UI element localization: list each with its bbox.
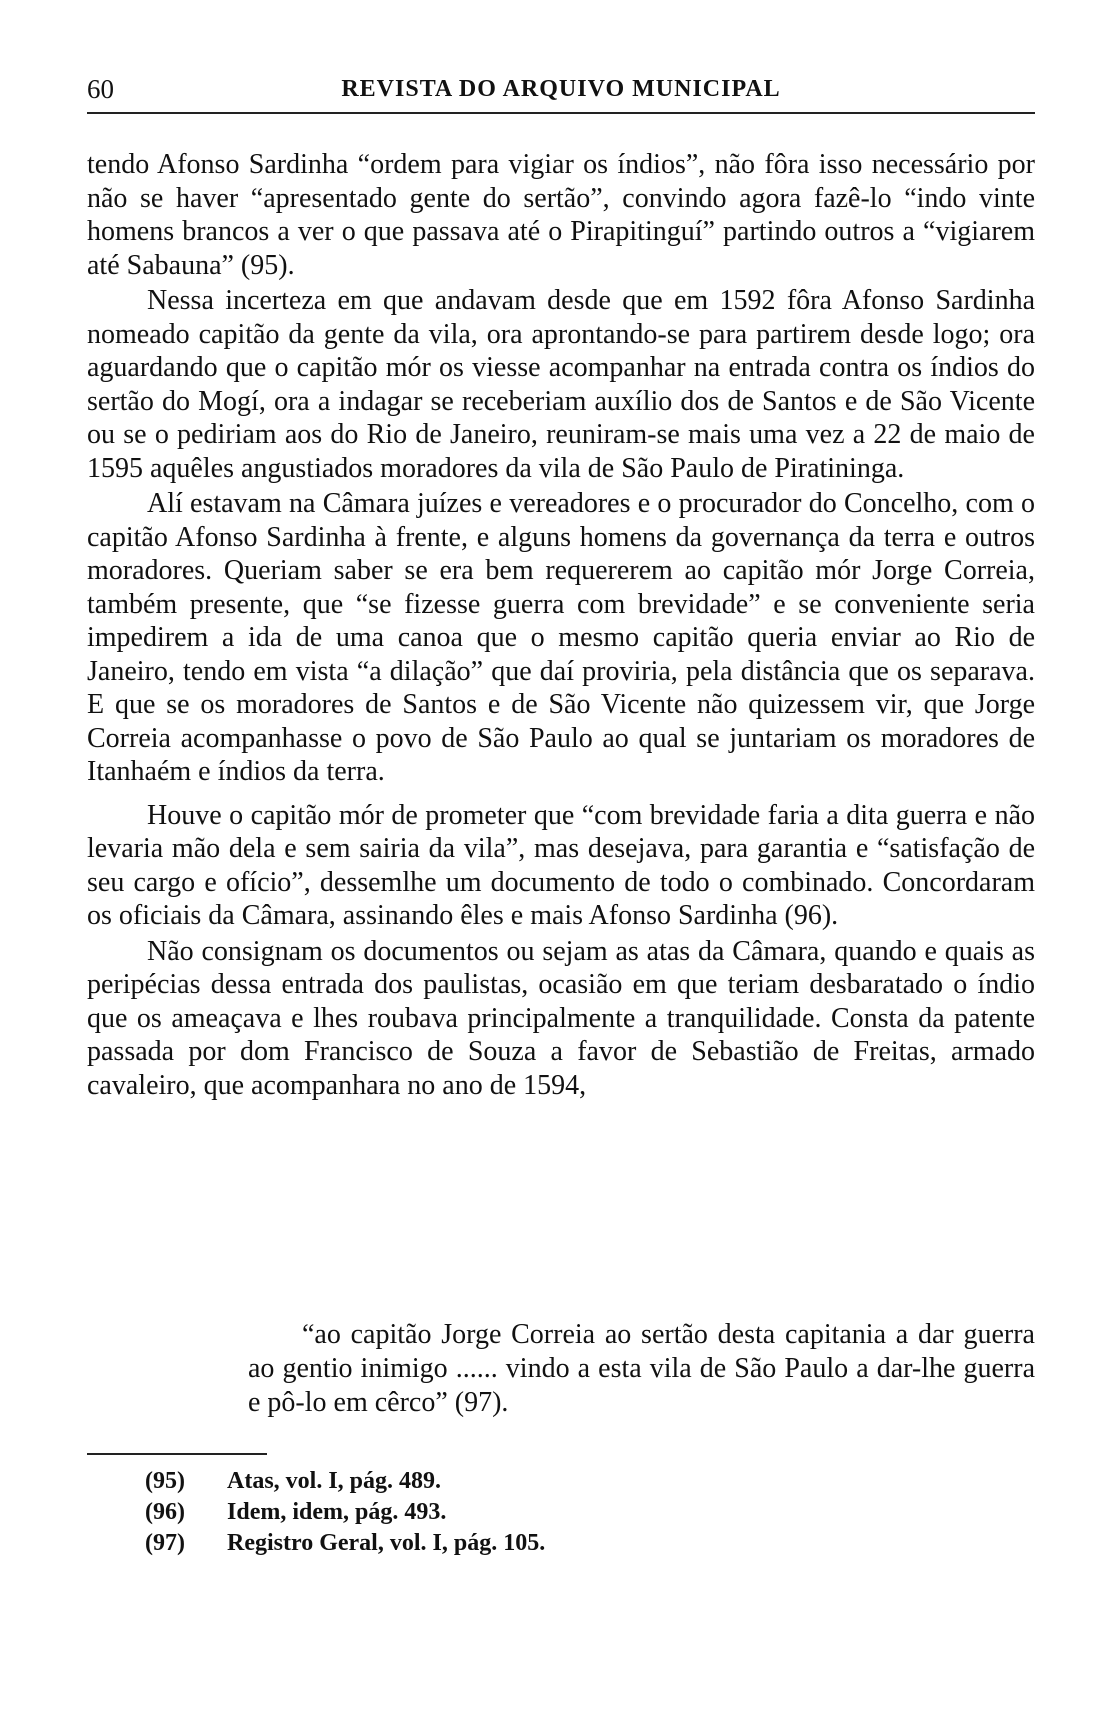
header-rule (87, 112, 1035, 114)
footnote-number: (97) (145, 1530, 185, 1556)
paragraph: tendo Afonso Sardinha “ordem para vigiar os índios”, não fôra isso necessário por não se haver “apresentado gente do sertão”, convindo agora fazê-lo “indo vinte homens brancos a ver o que passava até o Pirapitinguí” partindo outros a “vigiarem até Sabauna” (95). (87, 149, 1035, 281)
running-head: REVISTA DO ARQUIVO MUNICIPAL (341, 76, 781, 102)
footnotes (145, 1466, 945, 1559)
footnote-number: (95) (145, 1468, 185, 1494)
page-header (87, 70, 1035, 108)
paragraph: Alí estavam na Câmara juízes e vereadores e o procurador do Concelho, com o capitão Afonso Sardinha à frente, e alguns homens da governança da terra e outros moradores. Queriam saber se era bem requererem ao capitão mór Jorge Correia, também presente, que “se fizesse guerra com brevidade” e se conveniente seria impedirem a ida de uma canoa que o mesmo capitão queria enviar ao Rio de Janeiro, tendo em vista “a dilação” que daí proviria, pela distância que os separava. E que se os moradores de Santos e de São Vicente não quizessem vir, que Jorge Correia acompanhasse o povo de São Paulo ao qual se juntariam os moradores de Itanhaém e índios da terra. (87, 488, 1035, 787)
footnote-rule (87, 1453, 267, 1455)
footnote (145, 1466, 945, 1497)
paragraph: Houve o capitão mór de prometer que “com brevidade faria a dita guerra e não levaria mão dela e sem sairia da vila”, mas desejava, para garantia e “satisfação de seu cargo e ofício”, dessemlhe um documento de todo o combinado. Concordaram os oficiais da Câmara, assinando êles e mais Afonso Sardinha (96). (87, 799, 1035, 931)
body-text (87, 148, 1035, 1102)
quote-text: “ao capitão Jorge Correia ao sertão desta capitania a dar guerra ao gentio inimigo ...... vindo a esta vila de São Paulo a dar-lhe guerra e pô-lo em cêrco” (97). (248, 1319, 1035, 1418)
footnote (145, 1528, 945, 1559)
paragraph: Não consignam os documentos ou sejam as atas da Câmara, quando e quais as peripécias dessa entrada dos paulistas, ocasião em que teriam desbaratado o índio que os ameaçava e lhes roubava principalmente a tranquilidade. Consta da patente passada por dom Francisco de Souza a favor de Sebastião de Freitas, armado cavaleiro, que acompanhara no ano de 1594, (87, 935, 1035, 1101)
footnote-text: Registro Geral, vol. I, pág. 105. (227, 1530, 546, 1556)
footnote-number: (96) (145, 1499, 185, 1525)
footnote-text: Atas, vol. I, pág. 489. (227, 1468, 442, 1494)
paragraph: Nessa incerteza em que andavam desde que em 1592 fôra Afonso Sardinha nomeado capitão da gente da vila, ora aprontando-se para partirem desde logo; ora aguardando que o capitão mór os viesse acompanhar na entrada contra os índios do sertão do Mogí, ora a indagar se receberiam auxílio dos de Santos e de São Vicente ou se o pediriam aos do Rio de Janeiro, reuniram-se mais uma vez a 22 de maio de 1595 aquêles angustiados moradores da vila de São Paulo de Piratininga. (87, 285, 1035, 484)
block-quote (248, 1318, 1035, 1420)
footnote-text: Idem, idem, pág. 493. (227, 1499, 447, 1525)
page-number: 60 (87, 74, 114, 104)
footnote (145, 1497, 945, 1528)
